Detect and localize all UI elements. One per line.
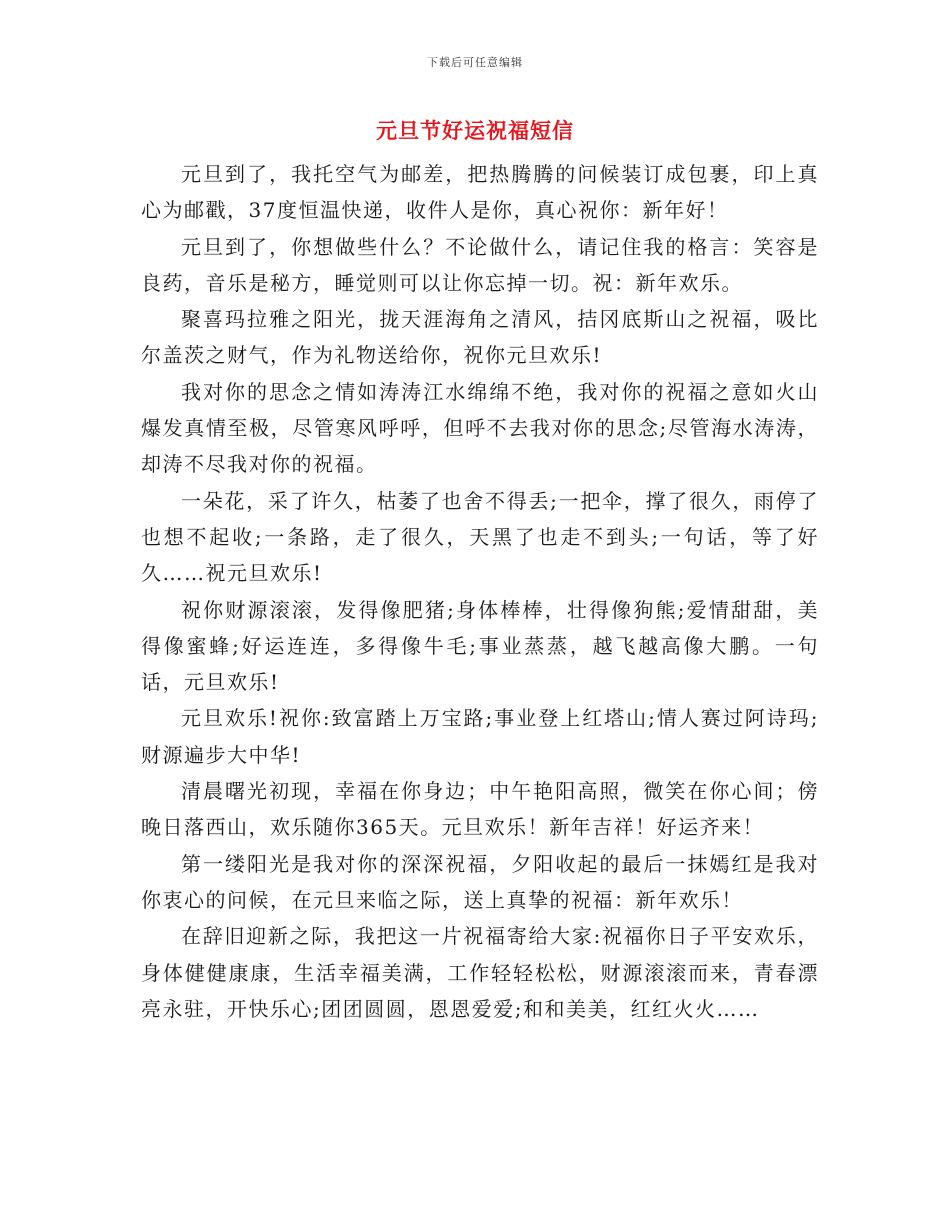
paragraph-5: 一朵花，采了许久，枯萎了也舍不得丢;一把伞，撑了很久，雨停了也想不起收;一条路，走了很久，天黑了也走不到头;一句话，等了好久……祝元旦欢乐! — [141, 488, 819, 586]
paragraph-6: 祝你财源滚滚，发得像肥猪;身体棒棒，壮得像狗熊;爱情甜甜，美得像蜜蜂;好运连连，多得像牛毛;事业蒸蒸，越飞越高像大鹏。一句话，元旦欢乐! — [141, 597, 819, 695]
paragraph-2: 元旦到了，你想做些什么？不论做什么，请记住我的格言：笑容是良药，音乐是秘方，睡觉则可以让你忘掉一切。祝：新年欢乐。 — [141, 234, 819, 295]
paragraph-9: 第一缕阳光是我对你的深深祝福，夕阳收起的最后一抹嫣红是我对你衷心的问候，在元旦来临之际，送上真挚的祝福：新年欢乐！ — [141, 851, 819, 912]
document-body — [141, 156, 819, 1027]
paragraph-3: 聚喜玛拉雅之阳光，拢天涯海角之清风，拮冈底斯山之祝福，吸比尔盖茨之财气，作为礼物送给你，祝你元旦欢乐! — [141, 307, 819, 368]
paragraph-8: 清晨曙光初现，幸福在你身边；中午艳阳高照，微笑在你心间；傍晚日落西山，欢乐随你365天。元旦欢乐！新年吉祥！好运齐来！ — [141, 779, 819, 840]
document-title: 元旦节好运祝福短信 — [376, 118, 574, 143]
paragraph-4: 我对你的思念之情如涛涛江水绵绵不绝，我对你的祝福之意如火山爆发真情至极，尽管寒风呼呼，但呼不去我对你的思念;尽管海水涛涛，却涛不尽我对你的祝福。 — [141, 379, 819, 477]
paragraph-7: 元旦欢乐!祝你:致富踏上万宝路;事业登上红塔山;情人赛过阿诗玛;财源遍步大中华! — [141, 706, 819, 767]
paragraph-10: 在辞旧迎新之际，我把这一片祝福寄给大家:祝福你日子平安欢乐，身体健健康康，生活幸福美满，工作轻轻松松，财源滚滚而来，青春漂亮永驻，开快乐心;团团圆圆，恩恩爱爱;和和美美，红红火火…… — [141, 924, 819, 1021]
paragraph-1: 元旦到了，我托空气为邮差，把热腾腾的问候装订成包裹，印上真心为邮戳，37度恒温快递，收件人是你，真心祝你：新年好！ — [141, 162, 819, 223]
header-note: 下载后可任意编辑 — [427, 56, 523, 69]
